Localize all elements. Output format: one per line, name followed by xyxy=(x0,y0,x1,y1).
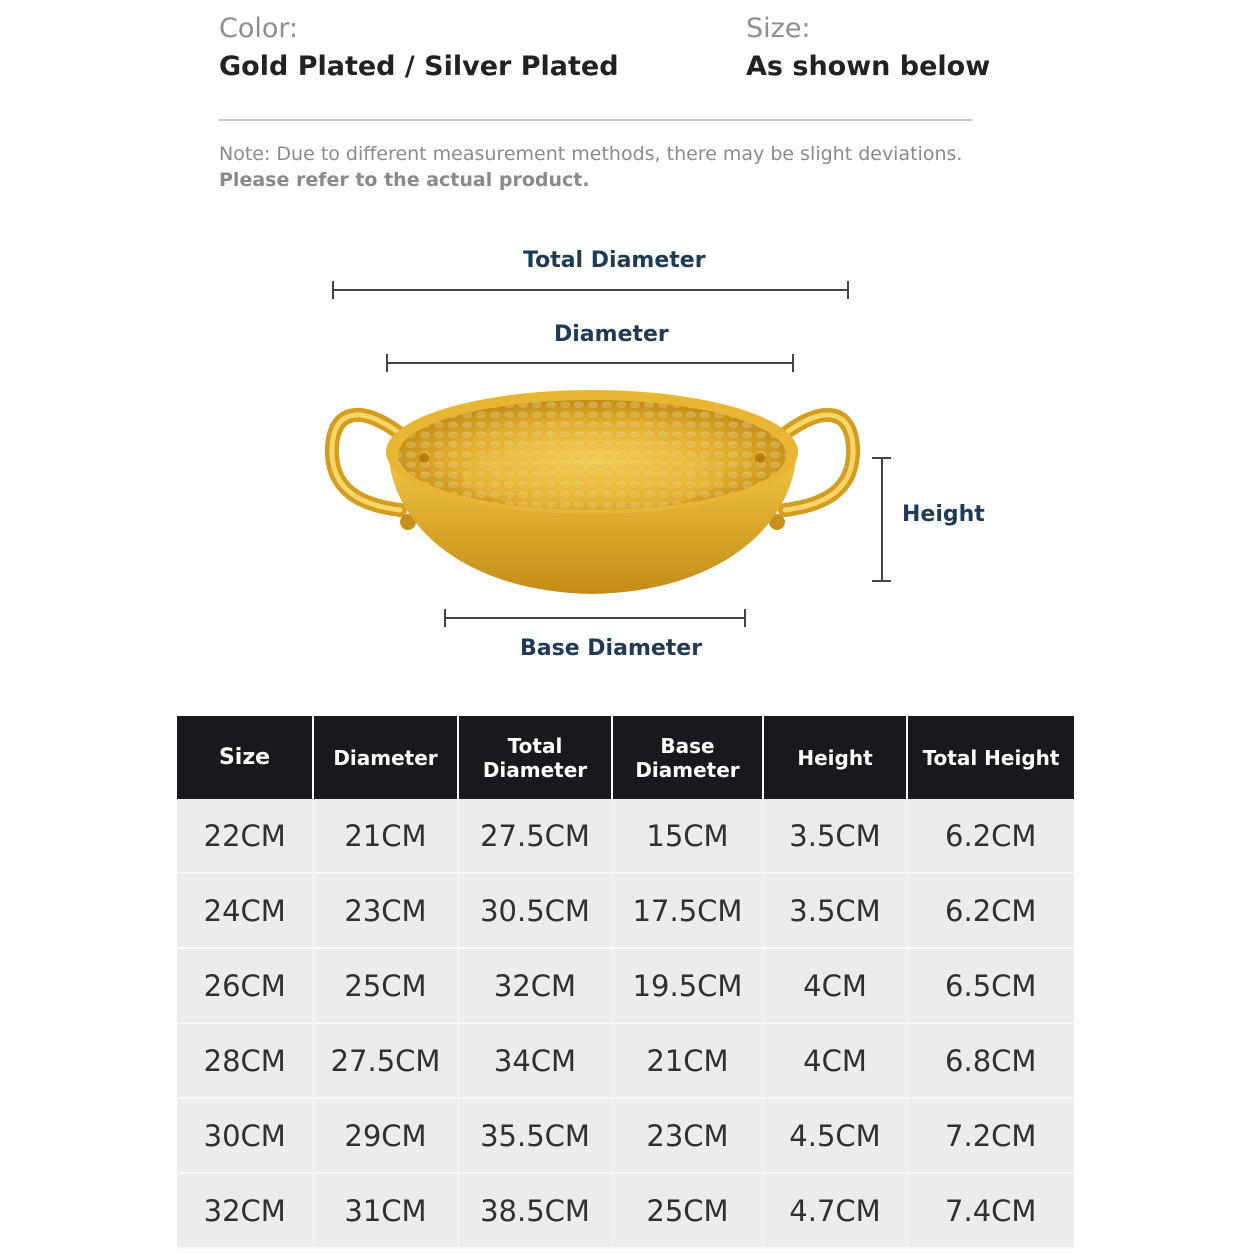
cell-base-diameter: 23CM xyxy=(612,1098,763,1173)
header-total-diameter: Total Diameter xyxy=(458,716,612,799)
header-diameter: Diameter xyxy=(313,716,458,799)
total-diameter-label: Total Diameter xyxy=(523,248,706,273)
cell-diameter: 25CM xyxy=(313,948,458,1023)
cell-total-height: 6.8CM xyxy=(907,1023,1074,1098)
cell-total-diameter: 27.5CM xyxy=(458,799,612,873)
cell-base-diameter: 17.5CM xyxy=(612,873,763,948)
total-diameter-tick-left xyxy=(332,281,334,299)
cell-size: 24CM xyxy=(177,873,313,948)
diameter-tick-right xyxy=(792,354,794,372)
cell-total-height: 6.2CM xyxy=(907,873,1074,948)
cell-total-height: 7.4CM xyxy=(907,1173,1074,1248)
cell-total-height: 6.5CM xyxy=(907,948,1074,1023)
header-base-diameter: Base Diameter xyxy=(612,716,763,799)
cell-base-diameter: 25CM xyxy=(612,1173,763,1248)
cell-total-diameter: 35.5CM xyxy=(458,1098,612,1173)
cell-total-diameter: 30.5CM xyxy=(458,873,612,948)
cell-diameter: 31CM xyxy=(313,1173,458,1248)
size-table xyxy=(177,716,1074,1249)
diameter-label: Diameter xyxy=(554,322,669,347)
cell-height: 4CM xyxy=(763,1023,907,1098)
header-size: Size xyxy=(177,716,313,799)
cell-base-diameter: 21CM xyxy=(612,1023,763,1098)
table-row xyxy=(177,1098,1074,1173)
cell-diameter: 23CM xyxy=(313,873,458,948)
cell-height: 4CM xyxy=(763,948,907,1023)
height-line xyxy=(881,458,883,582)
color-label: Color: xyxy=(219,13,299,44)
cell-total-diameter: 32CM xyxy=(458,948,612,1023)
table-row xyxy=(177,873,1074,948)
table-header-row xyxy=(177,716,1074,799)
cell-size: 26CM xyxy=(177,948,313,1023)
cell-diameter: 27.5CM xyxy=(313,1023,458,1098)
cell-size: 30CM xyxy=(177,1098,313,1173)
cell-base-diameter: 15CM xyxy=(612,799,763,873)
base-diameter-label: Base Diameter xyxy=(520,636,703,661)
total-diameter-tick-right xyxy=(847,281,849,299)
header-total-height: Total Height xyxy=(907,716,1074,799)
cell-height: 4.7CM xyxy=(763,1173,907,1248)
height-tick-bottom xyxy=(872,580,891,582)
gold-pan-image xyxy=(320,380,865,605)
cell-size: 22CM xyxy=(177,799,313,873)
cell-total-diameter: 34CM xyxy=(458,1023,612,1098)
table-row xyxy=(177,1173,1074,1248)
total-diameter-line xyxy=(333,289,849,291)
diameter-line xyxy=(387,362,793,364)
cell-diameter: 21CM xyxy=(313,799,458,873)
cell-size: 32CM xyxy=(177,1173,313,1248)
cell-height: 3.5CM xyxy=(763,873,907,948)
size-label: Size: xyxy=(746,13,811,44)
base-diameter-line xyxy=(445,617,746,619)
table-row xyxy=(177,1023,1074,1098)
cell-size: 28CM xyxy=(177,1023,313,1098)
base-diameter-tick-right xyxy=(744,609,746,627)
cell-height: 3.5CM xyxy=(763,799,907,873)
table-row xyxy=(177,799,1074,873)
note-line-1: Note: Due to different measurement methods, there may be slight deviations. xyxy=(219,143,963,165)
divider xyxy=(219,119,972,121)
cell-total-height: 6.2CM xyxy=(907,799,1074,873)
size-value: As shown below xyxy=(746,51,991,82)
table-row xyxy=(177,948,1074,1023)
color-value: Gold Plated / Silver Plated xyxy=(219,51,619,82)
cell-height: 4.5CM xyxy=(763,1098,907,1173)
height-label: Height xyxy=(902,502,985,527)
header-height: Height xyxy=(763,716,907,799)
cell-diameter: 29CM xyxy=(313,1098,458,1173)
measurement-note xyxy=(219,141,979,193)
note-line-2: Please refer to the actual product. xyxy=(219,169,590,191)
cell-total-diameter: 38.5CM xyxy=(458,1173,612,1248)
height-tick-top xyxy=(872,457,891,459)
base-diameter-tick-left xyxy=(444,609,446,627)
cell-total-height: 7.2CM xyxy=(907,1098,1074,1173)
diameter-tick-left xyxy=(386,354,388,372)
cell-base-diameter: 19.5CM xyxy=(612,948,763,1023)
